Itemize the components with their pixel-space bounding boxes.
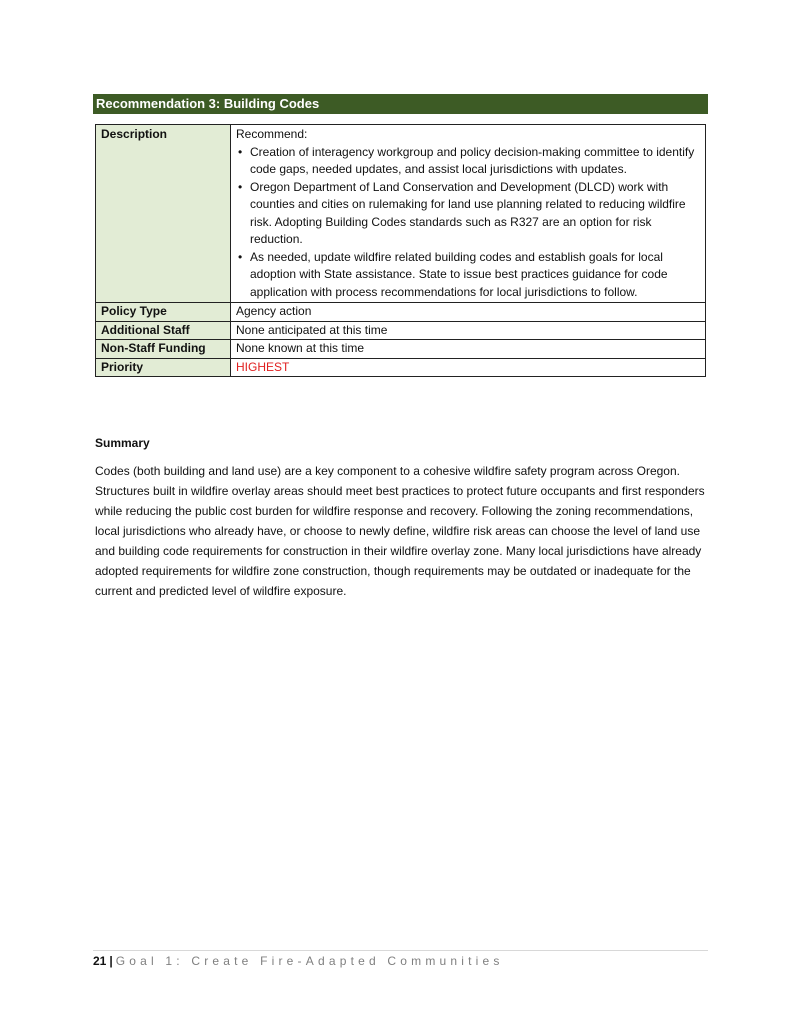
description-bullet-2: • Oregon Department of Land Conservation and Development (DLCD) work with counties and cities on rulemaking for land use planning related to reducing wildfire risk. Adopting Building Codes standards such as R327 are an option for risk reduction. <box>236 179 700 249</box>
description-intro: Recommend: <box>236 127 308 141</box>
additional-staff-label: Additional Staff <box>96 321 231 340</box>
table-row-policy-type <box>96 303 706 322</box>
footer-separator: | <box>109 954 113 968</box>
policy-type-label: Policy Type <box>96 303 231 322</box>
page-footer <box>93 954 504 968</box>
description-bullet-list <box>236 144 700 302</box>
table-row-non-staff-funding <box>96 340 706 359</box>
description-cell <box>231 125 706 303</box>
footer-section-title: Goal 1: Create Fire-Adapted Communities <box>115 954 504 968</box>
recommendation-title-banner: Recommendation 3: Building Codes <box>93 94 708 114</box>
footer-divider <box>93 950 708 951</box>
policy-type-value: Agency action <box>231 303 706 322</box>
page-number: 21 <box>93 954 107 968</box>
summary-heading: Summary <box>95 436 150 450</box>
description-bullet-3: • As needed, update wildfire related building codes and establish goals for local adoption with State assistance. State to issue best practices guidance for code application with process recommendations for local jurisdictions to follow. <box>236 249 700 302</box>
priority-value: HIGHEST <box>231 358 706 377</box>
table-row-description <box>96 125 706 303</box>
description-label: Description <box>96 125 231 303</box>
table-row-additional-staff <box>96 321 706 340</box>
summary-paragraph: Codes (both building and land use) are a key component to a cohesive wildfire safety program across Oregon. Structures built in wildfire overlay areas should meet best practices to protect future occupants and first responders while reducing the public cost burden for wildfire response and recovery. Following the zoning recommendations, local jurisdictions who already have, or choose to newly define, wildfire risk areas can choose the level of land use and building code requirements for construction in their wildfire overlay zone. Many local jurisdictions have already adopted requirements for wildfire zone construction, though requirements may be outdated or inadequate for the current and predicted level of wildfire exposure. <box>95 464 705 598</box>
non-staff-funding-value: None known at this time <box>231 340 706 359</box>
recommendation-table <box>95 124 706 377</box>
priority-label: Priority <box>96 358 231 377</box>
non-staff-funding-label: Non-Staff Funding <box>96 340 231 359</box>
table-row-priority <box>96 358 706 377</box>
additional-staff-value: None anticipated at this time <box>231 321 706 340</box>
description-bullet-1: • Creation of interagency workgroup and policy decision-making committee to identify code gaps, needed updates, and assist local jurisdictions with updates. <box>236 144 700 179</box>
